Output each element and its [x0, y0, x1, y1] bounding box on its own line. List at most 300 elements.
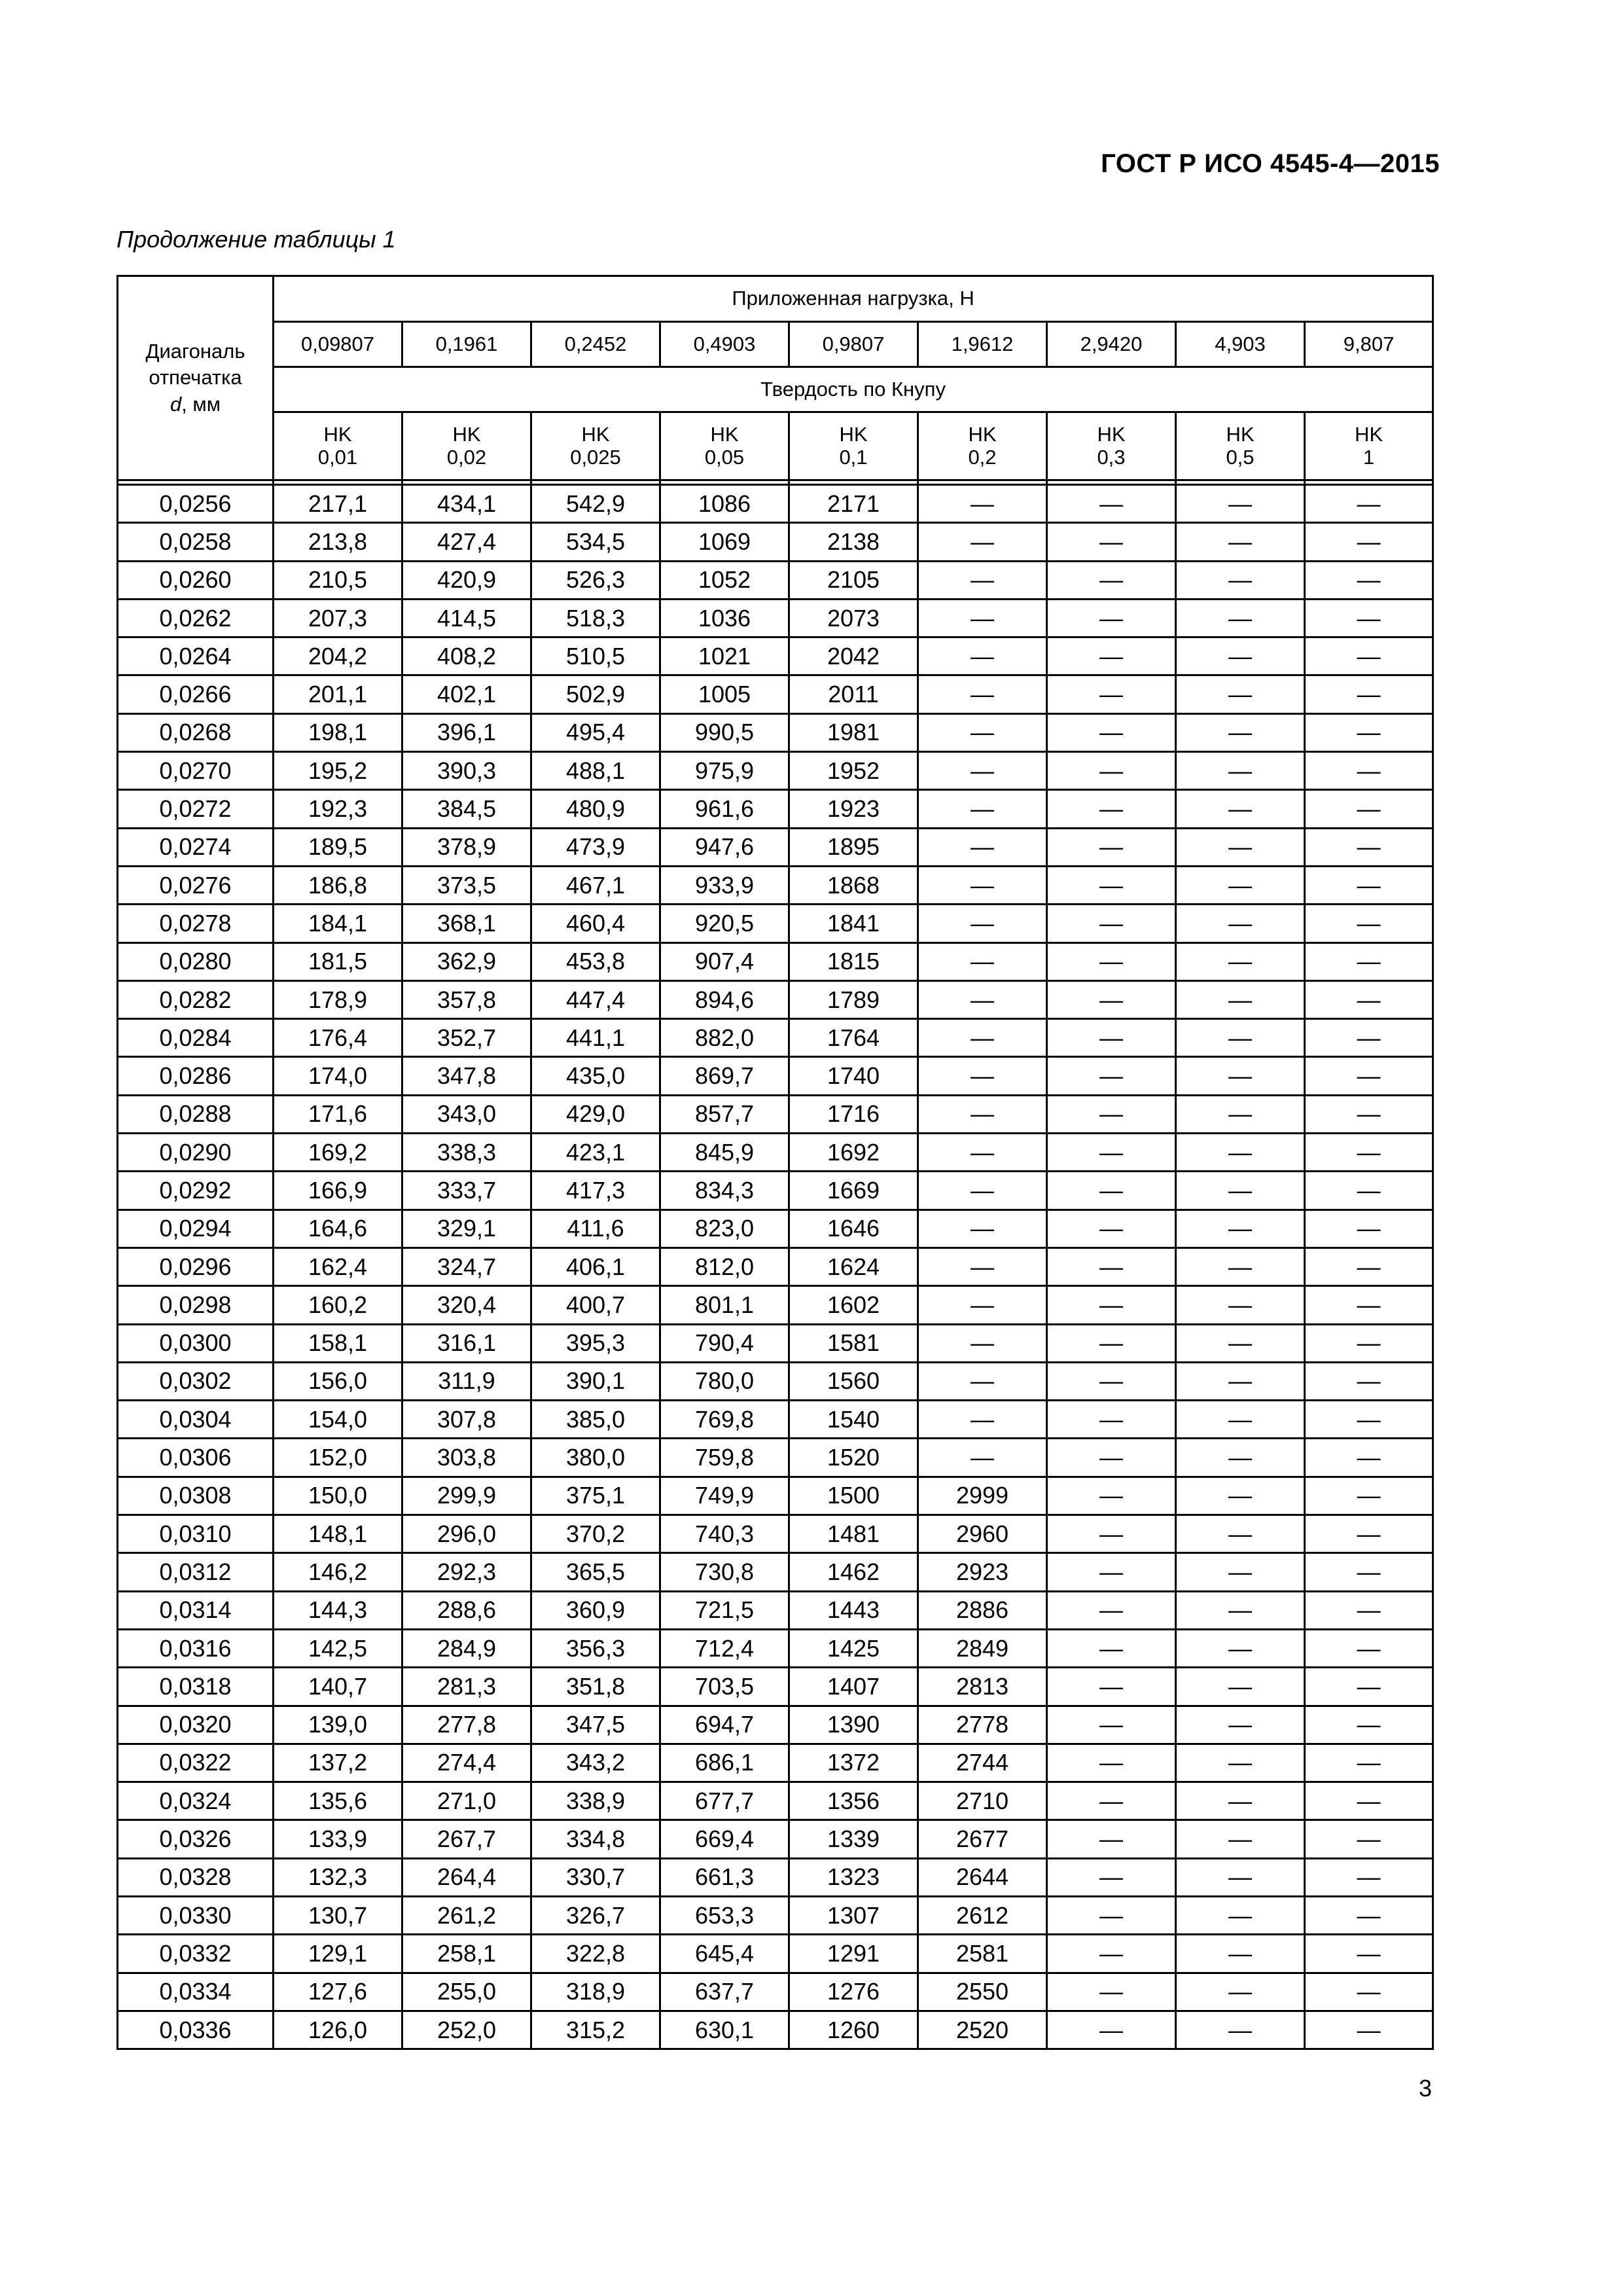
hardness-value: 721,5	[660, 1591, 789, 1629]
hardness-value: —	[1047, 752, 1176, 790]
hardness-value: —	[918, 866, 1047, 904]
hardness-value: 267,7	[402, 1820, 531, 1858]
hardness-value: —	[1176, 1210, 1305, 1247]
hardness-value: —	[1176, 713, 1305, 751]
table-row	[118, 866, 1433, 904]
hardness-value: —	[1305, 1553, 1433, 1591]
hardness-value: —	[1305, 561, 1433, 599]
hardness-value: —	[1047, 675, 1176, 713]
hardness-value: —	[1047, 1896, 1176, 1934]
hk-scale-header	[531, 412, 660, 480]
hardness-value: —	[1176, 485, 1305, 523]
diagonal-symbol: d	[169, 392, 182, 416]
hardness-value: 395,3	[531, 1324, 660, 1362]
hardness-value: —	[1176, 828, 1305, 866]
hardness-value: 1669	[789, 1172, 918, 1210]
hardness-value: 1372	[789, 1744, 918, 1782]
hardness-value: —	[1305, 1782, 1433, 1820]
hardness-value: 400,7	[531, 1286, 660, 1324]
hardness-value: —	[1305, 523, 1433, 561]
header-separator	[118, 480, 274, 485]
hk-scale: 0,05	[704, 445, 745, 469]
hardness-value: —	[1305, 1973, 1433, 2011]
hk-scale: 0,1	[839, 445, 868, 469]
hardness-value: —	[1047, 561, 1176, 599]
hardness-value: 140,7	[274, 1668, 402, 1706]
hardness-value: —	[1047, 1515, 1176, 1553]
hardness-value: 126,0	[274, 2011, 402, 2049]
hardness-value: 174,0	[274, 1057, 402, 1095]
hardness-value: —	[1176, 1477, 1305, 1515]
hardness-value: —	[1305, 599, 1433, 637]
table-row	[118, 1172, 1433, 1210]
hardness-value: 135,6	[274, 1782, 402, 1820]
table-body	[118, 485, 1433, 2049]
hardness-value: —	[1176, 2011, 1305, 2049]
hk-scale-header	[918, 412, 1047, 480]
hardness-value: 502,9	[531, 675, 660, 713]
hardness-value: 1005	[660, 675, 789, 713]
hardness-value: —	[1305, 2011, 1433, 2049]
diagonal-value: 0,0256	[118, 485, 274, 523]
diagonal-value: 0,0332	[118, 1935, 274, 1973]
hardness-value: 368,1	[402, 905, 531, 942]
diagonal-value: 0,0330	[118, 1896, 274, 1934]
hardness-value: 1520	[789, 1439, 918, 1477]
hardness-value: —	[918, 1439, 1047, 1477]
hardness-value: 1052	[660, 561, 789, 599]
hardness-value: —	[1176, 1172, 1305, 1210]
hk-prefix: HK	[452, 423, 481, 446]
hardness-value: 129,1	[274, 1935, 402, 1973]
hardness-value: —	[1305, 1515, 1433, 1553]
hardness-value: 204,2	[274, 637, 402, 675]
hardness-value: 1291	[789, 1935, 918, 1973]
hardness-value: 288,6	[402, 1591, 531, 1629]
diagonal-value: 0,0260	[118, 561, 274, 599]
hardness-value: 823,0	[660, 1210, 789, 1247]
hardness-value: 473,9	[531, 828, 660, 866]
hardness-value: —	[1047, 1591, 1176, 1629]
hk-scale: 0,3	[1097, 445, 1126, 469]
table-row	[118, 1591, 1433, 1629]
hardness-value: —	[1176, 866, 1305, 904]
hardness-value: —	[1176, 1362, 1305, 1400]
hardness-value: 281,3	[402, 1668, 531, 1706]
hardness-value: —	[1047, 637, 1176, 675]
diagonal-value: 0,0298	[118, 1286, 274, 1324]
hardness-value: 2073	[789, 599, 918, 637]
hardness-value: 166,9	[274, 1172, 402, 1210]
hardness-value: —	[918, 828, 1047, 866]
diagonal-header	[118, 276, 274, 480]
hardness-value: —	[1176, 1820, 1305, 1858]
hardness-value: —	[1176, 1439, 1305, 1477]
hardness-value: —	[1176, 1706, 1305, 1744]
hardness-value: 1425	[789, 1629, 918, 1667]
hardness-value: 453,8	[531, 942, 660, 980]
hardness-value: 653,3	[660, 1896, 789, 1934]
hardness-value: 2042	[789, 637, 918, 675]
hardness-value: —	[1176, 637, 1305, 675]
diagonal-value: 0,0316	[118, 1629, 274, 1667]
table-row	[118, 1247, 1433, 1285]
hardness-value: —	[918, 713, 1047, 751]
table-row	[118, 1286, 1433, 1324]
header-separator	[274, 480, 402, 485]
hardness-value: 264,4	[402, 1858, 531, 1896]
hardness-value: 343,0	[402, 1095, 531, 1133]
hardness-value: 2923	[918, 1553, 1047, 1591]
hardness-value: 790,4	[660, 1324, 789, 1362]
hardness-value: 740,3	[660, 1515, 789, 1553]
hardness-value: 156,0	[274, 1362, 402, 1400]
hardness-value: 414,5	[402, 599, 531, 637]
hardness-value: —	[1047, 1935, 1176, 1973]
hardness-value: —	[1047, 1134, 1176, 1172]
hardness-value: 330,7	[531, 1858, 660, 1896]
hardness-value: 271,0	[402, 1782, 531, 1820]
hardness-value: 333,7	[402, 1172, 531, 1210]
hardness-value: 947,6	[660, 828, 789, 866]
hk-scale: 0,5	[1226, 445, 1255, 469]
hardness-value: 423,1	[531, 1134, 660, 1172]
hardness-value: —	[1176, 1668, 1305, 1706]
diagonal-value: 0,0284	[118, 1019, 274, 1057]
hardness-value: 299,9	[402, 1477, 531, 1515]
hardness-value: —	[918, 637, 1047, 675]
hardness-value: 154,0	[274, 1401, 402, 1439]
hardness-value: —	[1047, 1820, 1176, 1858]
load-value: 0,09807	[274, 322, 402, 367]
table-row	[118, 1324, 1433, 1362]
hardness-value: 990,5	[660, 713, 789, 751]
hardness-value: —	[1305, 1744, 1433, 1782]
hardness-value: —	[1176, 1858, 1305, 1896]
hk-scale-header	[1047, 412, 1176, 480]
hardness-value: —	[918, 1324, 1047, 1362]
table-row	[118, 2011, 1433, 2049]
hardness-value: 277,8	[402, 1706, 531, 1744]
hardness-value: 1815	[789, 942, 918, 980]
hardness-value: —	[1305, 1591, 1433, 1629]
hardness-value: 1540	[789, 1401, 918, 1439]
hardness-value: —	[1047, 485, 1176, 523]
hardness-value: 703,5	[660, 1668, 789, 1706]
table-row	[118, 1858, 1433, 1896]
hk-scale: 0,02	[446, 445, 487, 469]
hardness-value: 694,7	[660, 1706, 789, 1744]
hardness-value: 139,0	[274, 1706, 402, 1744]
hardness-value: —	[1305, 1935, 1433, 1973]
diagonal-value: 0,0270	[118, 752, 274, 790]
table-row	[118, 1210, 1433, 1247]
table-row	[118, 1057, 1433, 1095]
hk-prefix: HK	[1097, 423, 1126, 446]
hardness-value: 845,9	[660, 1134, 789, 1172]
standard-designation: ГОСТ Р ИСО 4545-4—2015	[1101, 149, 1440, 178]
table-row	[118, 1019, 1433, 1057]
table-row	[118, 1134, 1433, 1172]
hardness-value: —	[1305, 752, 1433, 790]
hardness-value: 292,3	[402, 1553, 531, 1591]
table-row	[118, 561, 1433, 599]
hardness-value: 352,7	[402, 1019, 531, 1057]
diagonal-value: 0,0266	[118, 675, 274, 713]
table-row	[118, 523, 1433, 561]
hardness-value: —	[1176, 523, 1305, 561]
hardness-value: 2710	[918, 1782, 1047, 1820]
hardness-value: 920,5	[660, 905, 789, 942]
hardness-value: —	[1305, 1095, 1433, 1133]
hardness-value: —	[1176, 1095, 1305, 1133]
hardness-value: 169,2	[274, 1134, 402, 1172]
hardness-value: 1923	[789, 790, 918, 828]
header-separator	[1047, 480, 1176, 485]
hardness-value: —	[1305, 485, 1433, 523]
table-row	[118, 1935, 1433, 1973]
hardness-value: 356,3	[531, 1629, 660, 1667]
hardness-value: —	[1176, 1553, 1305, 1591]
hardness-value: —	[1176, 752, 1305, 790]
load-value: 2,9420	[1047, 322, 1176, 367]
hardness-value: 801,1	[660, 1286, 789, 1324]
hardness-value: —	[1305, 866, 1433, 904]
hardness-value: 429,0	[531, 1095, 660, 1133]
hardness-value: —	[1305, 942, 1433, 980]
diagonal-value: 0,0302	[118, 1362, 274, 1400]
hardness-value: 1260	[789, 2011, 918, 2049]
hk-prefix: HK	[839, 423, 868, 446]
hardness-value: —	[1047, 1172, 1176, 1210]
diagonal-value: 0,0276	[118, 866, 274, 904]
hardness-value: —	[1176, 561, 1305, 599]
hardness-value: 171,6	[274, 1095, 402, 1133]
diagonal-value: 0,0320	[118, 1706, 274, 1744]
hardness-group-header: Твердость по Кнупу	[274, 367, 1433, 412]
diagonal-value: 0,0324	[118, 1782, 274, 1820]
hardness-value: 417,3	[531, 1172, 660, 1210]
hardness-value: 160,2	[274, 1286, 402, 1324]
table-row	[118, 942, 1433, 980]
hardness-value: —	[1305, 1477, 1433, 1515]
diagonal-value: 0,0318	[118, 1668, 274, 1706]
hardness-value: 441,1	[531, 1019, 660, 1057]
hardness-value: —	[1047, 1247, 1176, 1285]
table-row	[118, 752, 1433, 790]
hardness-value: 1646	[789, 1210, 918, 1247]
hardness-value: 2999	[918, 1477, 1047, 1515]
hardness-value: —	[1305, 1439, 1433, 1477]
hardness-value: —	[1305, 1629, 1433, 1667]
hardness-value: 1581	[789, 1324, 918, 1362]
table-row	[118, 1668, 1433, 1706]
hardness-value: 380,0	[531, 1439, 660, 1477]
hardness-value: —	[918, 599, 1047, 637]
hardness-value: 435,0	[531, 1057, 660, 1095]
table-row	[118, 1896, 1433, 1934]
hardness-value: 311,9	[402, 1362, 531, 1400]
hardness-value: 645,4	[660, 1935, 789, 1973]
hardness-value: 510,5	[531, 637, 660, 675]
hardness-value: 2520	[918, 2011, 1047, 2049]
hk-scale: 0,01	[317, 445, 358, 469]
load-value: 1,9612	[918, 322, 1047, 367]
diagonal-value: 0,0296	[118, 1247, 274, 1285]
hardness-value: 933,9	[660, 866, 789, 904]
hardness-value: 1841	[789, 905, 918, 942]
hardness-value: 2581	[918, 1935, 1047, 1973]
hk-prefix: HK	[1354, 423, 1383, 446]
load-value: 0,1961	[402, 322, 531, 367]
hardness-value: 1307	[789, 1896, 918, 1934]
hardness-value: 184,1	[274, 905, 402, 942]
hardness-value: —	[918, 675, 1047, 713]
hardness-value: —	[1305, 1401, 1433, 1439]
hardness-value: 1981	[789, 713, 918, 751]
hardness-value: 1339	[789, 1820, 918, 1858]
hardness-value: 1740	[789, 1057, 918, 1095]
hardness-value: —	[1047, 1668, 1176, 1706]
hk-scale: 0,2	[968, 445, 997, 469]
hardness-value: —	[1047, 1973, 1176, 2011]
hardness-value: —	[1047, 790, 1176, 828]
header-separator	[789, 480, 918, 485]
load-value: 4,903	[1176, 322, 1305, 367]
hardness-value: —	[918, 1057, 1047, 1095]
hk-prefix: HK	[968, 423, 997, 446]
hardness-value: —	[1305, 1247, 1433, 1285]
hardness-value: 1443	[789, 1591, 918, 1629]
hardness-value: —	[1176, 1134, 1305, 1172]
table-row	[118, 637, 1433, 675]
hardness-value: 347,5	[531, 1706, 660, 1744]
hk-prefix: HK	[710, 423, 739, 446]
hardness-value: —	[918, 1095, 1047, 1133]
diagonal-value: 0,0312	[118, 1553, 274, 1591]
hardness-value: —	[1047, 599, 1176, 637]
hardness-value: 1952	[789, 752, 918, 790]
hardness-value: 780,0	[660, 1362, 789, 1400]
hardness-value: —	[1047, 1210, 1176, 1247]
table-caption: Продолжение таблицы 1	[116, 226, 396, 253]
hardness-value: 2960	[918, 1515, 1047, 1553]
table-row	[118, 1973, 1433, 2011]
hardness-value: 315,2	[531, 2011, 660, 2049]
table-row	[118, 1782, 1433, 1820]
hardness-value: 2778	[918, 1706, 1047, 1744]
hardness-value: 217,1	[274, 485, 402, 523]
hardness-value: 334,8	[531, 1820, 660, 1858]
hardness-value: —	[1305, 1172, 1433, 1210]
hardness-value: 347,8	[402, 1057, 531, 1095]
hardness-value: —	[1305, 1362, 1433, 1400]
hardness-value: —	[1047, 1477, 1176, 1515]
hardness-value: 338,9	[531, 1782, 660, 1820]
diagonal-value: 0,0262	[118, 599, 274, 637]
hardness-value: 686,1	[660, 1744, 789, 1782]
hardness-value: —	[1176, 1286, 1305, 1324]
hardness-value: 1407	[789, 1668, 918, 1706]
table-row	[118, 1553, 1433, 1591]
table-row	[118, 1706, 1433, 1744]
hardness-value: 975,9	[660, 752, 789, 790]
load-value: 0,2452	[531, 322, 660, 367]
hardness-value: —	[1305, 1286, 1433, 1324]
hardness-value: 2105	[789, 561, 918, 599]
hardness-value: 195,2	[274, 752, 402, 790]
hardness-value: —	[1176, 1057, 1305, 1095]
hardness-value: 460,4	[531, 905, 660, 942]
hardness-value: 427,4	[402, 523, 531, 561]
hardness-value: 192,3	[274, 790, 402, 828]
hardness-value: 1602	[789, 1286, 918, 1324]
diagonal-label-line-2: отпечатка	[149, 366, 242, 389]
hardness-value: 252,0	[402, 2011, 531, 2049]
table-row	[118, 1477, 1433, 1515]
hardness-value: 1481	[789, 1515, 918, 1553]
table-row	[118, 980, 1433, 1018]
diagonal-value: 0,0306	[118, 1439, 274, 1477]
hardness-value: 1789	[789, 980, 918, 1018]
diagonal-value: 0,0288	[118, 1095, 274, 1133]
hardness-value: 384,5	[402, 790, 531, 828]
hardness-value: —	[918, 523, 1047, 561]
diagonal-value: 0,0290	[118, 1134, 274, 1172]
hardness-value: 213,8	[274, 523, 402, 561]
hardness-value: —	[1176, 905, 1305, 942]
hardness-value: —	[918, 561, 1047, 599]
hardness-value: 390,3	[402, 752, 531, 790]
hardness-value: 207,3	[274, 599, 402, 637]
table-row	[118, 790, 1433, 828]
hardness-value: 1021	[660, 637, 789, 675]
hardness-value: 343,2	[531, 1744, 660, 1782]
hardness-value: 378,9	[402, 828, 531, 866]
hardness-value: —	[1047, 1324, 1176, 1362]
hardness-value: 2171	[789, 485, 918, 523]
hardness-value: —	[1047, 713, 1176, 751]
hardness-value: —	[918, 1172, 1047, 1210]
hardness-value: 869,7	[660, 1057, 789, 1095]
hardness-value: 320,4	[402, 1286, 531, 1324]
hardness-value: 961,6	[660, 790, 789, 828]
hardness-value: 542,9	[531, 485, 660, 523]
hardness-value: 1764	[789, 1019, 918, 1057]
hardness-value: 146,2	[274, 1553, 402, 1591]
hardness-value: 1276	[789, 1973, 918, 2011]
hardness-value: 2849	[918, 1629, 1047, 1667]
hardness-value: —	[1305, 790, 1433, 828]
hardness-value: 406,1	[531, 1247, 660, 1285]
hardness-value: 434,1	[402, 485, 531, 523]
hardness-value: —	[1305, 1057, 1433, 1095]
hardness-value: —	[1047, 1362, 1176, 1400]
hardness-value: 132,3	[274, 1858, 402, 1896]
hardness-value: —	[1305, 1706, 1433, 1744]
table-row	[118, 1362, 1433, 1400]
hardness-value: —	[1305, 1820, 1433, 1858]
table-row	[118, 1439, 1433, 1477]
hardness-value: —	[1047, 1782, 1176, 1820]
load-value: 9,807	[1305, 322, 1433, 367]
diagonal-value: 0,0268	[118, 713, 274, 751]
diagonal-value: 0,0300	[118, 1324, 274, 1362]
hardness-value: 1868	[789, 866, 918, 904]
hardness-value: 907,4	[660, 942, 789, 980]
hardness-value: 759,8	[660, 1439, 789, 1477]
hk-scale-header	[789, 412, 918, 480]
